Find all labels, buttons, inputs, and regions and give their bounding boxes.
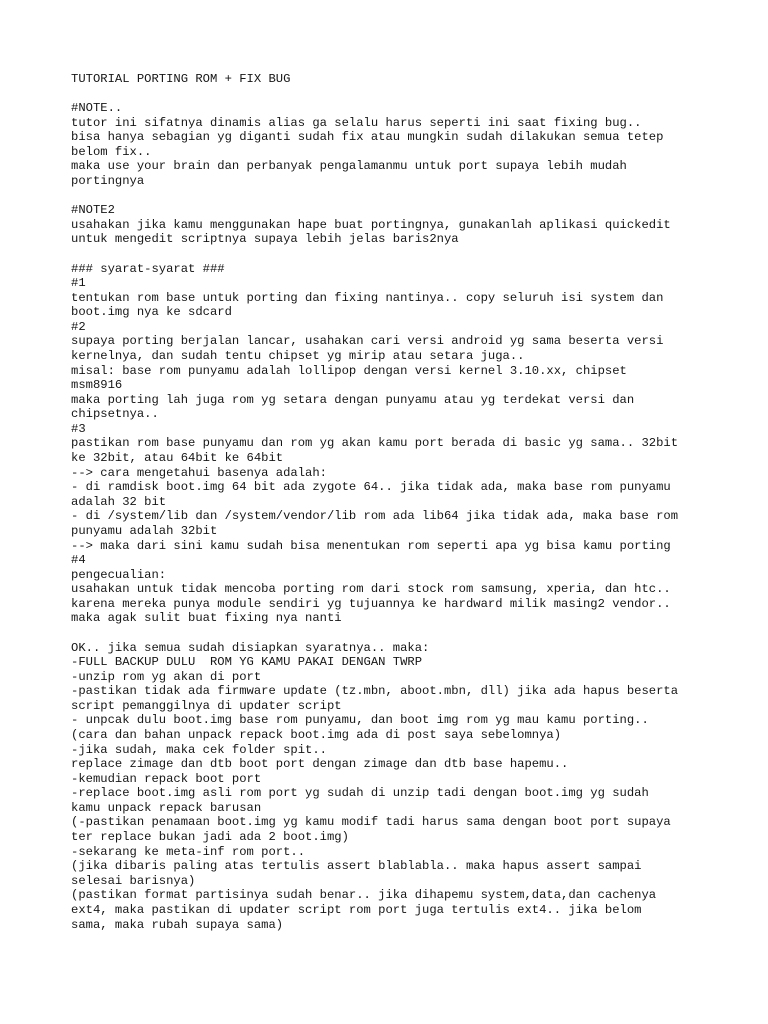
text-line: #NOTE..: [71, 101, 123, 116]
text-line: bisa hanya sebagian yg diganti sudah fix atau mungkin sudah dilakukan semua tetep: [71, 130, 664, 145]
text-line: maka agak sulit buat fixing nya nanti: [71, 611, 342, 626]
text-line: script pemanggilnya di updater script: [71, 698, 342, 713]
text-line: ke 32bit, atau 64bit ke 64bit: [71, 451, 284, 466]
text-line: TUTORIAL PORTING ROM + FIX BUG: [71, 72, 291, 86]
text-line: portingnya: [71, 174, 145, 189]
text-line: pastikan rom base punyamu dan rom yg akan kamu port berada di basic yg sama.. 32bit: [71, 436, 679, 451]
text-line: misal: base rom punyamu adalah lollipop dengan versi kernel 3.10.xx, chipset: [71, 363, 627, 378]
text-line: -sekarang ke meta-inf rom port..: [71, 844, 306, 859]
text-line: -jika sudah, maka cek folder spit..: [71, 742, 327, 757]
text-line: - unpcak dulu boot.img base rom punyamu, dan boot img rom yg mau kamu porting..: [71, 713, 649, 728]
text-line: belom fix..: [71, 144, 152, 159]
text-line: (-pastikan penamaan boot.img yg kamu modif tadi harus sama dengan boot port supaya: [71, 815, 671, 830]
text-line: ### syarat-syarat ###: [71, 261, 225, 276]
text-line: -FULL BACKUP DULU ROM YG KAMU PAKAI DENGAN TWRP: [71, 655, 423, 670]
text-line: sama, maka rubah supaya sama): [71, 917, 284, 932]
text-line: supaya porting berjalan lancar, usahakan cari versi android yg sama beserta versi: [71, 334, 664, 349]
text-line: ext4, maka pastikan di updater script rom port juga tertulis ext4.. jika belom: [71, 902, 642, 917]
text-line: punyamu adalah 32bit: [71, 523, 218, 538]
text-line: pengecualian:: [71, 567, 167, 582]
text-line: - di /system/lib dan /system/vendor/lib rom ada lib64 jika tidak ada, maka base rom: [71, 509, 679, 524]
text-line: --> maka dari sini kamu sudah bisa menentukan rom seperti apa yg bisa kamu porting: [71, 538, 671, 553]
text-line: untuk mengedit scriptnya supaya lebih jelas baris2nya: [71, 232, 459, 247]
text-line: #2: [71, 319, 86, 334]
blank-line: [71, 626, 761, 641]
text-line: - di ramdisk boot.img 64 bit ada zygote 64.. jika tidak ada, maka base rom punyamu: [71, 480, 671, 495]
text-line: #NOTE2: [71, 203, 115, 218]
text-line: (pastikan format partisinya sudah benar.. jika dihapemu system,data,dan cachenya: [71, 888, 657, 903]
text-line: selesai barisnya): [71, 873, 196, 888]
blank-line: [71, 247, 761, 262]
text-line: tentukan rom base untuk porting dan fixing nantinya.. copy seluruh isi system dan: [71, 290, 664, 305]
text-line: usahakan untuk tidak mencoba porting rom dari stock rom samsung, xperia, dan htc..: [71, 582, 671, 597]
text-line: ter replace bukan jadi ada 2 boot.img): [71, 830, 349, 845]
text-line: -unzip rom yg akan di port: [71, 669, 262, 684]
text-line: -replace boot.img asli rom port yg sudah di unzip tadi dengan boot.img yg sudah: [71, 786, 649, 801]
text-line: -kemudian repack boot port: [71, 771, 262, 786]
text-line: --> cara mengetahui basenya adalah:: [71, 465, 327, 480]
text-line: #1: [71, 276, 86, 291]
text-line: OK.. jika semua sudah disiapkan syaratnya.. maka:: [71, 640, 430, 655]
text-line: replace zimage dan dtb boot port dengan zimage dan dtb base hapemu..: [71, 757, 569, 772]
text-line: maka porting lah juga rom yg setara dengan punyamu atau yg terdekat versi dan: [71, 392, 635, 407]
text-line: -pastikan tidak ada firmware update (tz.mbn, aboot.mbn, dll) jika ada hapus beserta: [71, 684, 679, 699]
text-line: boot.img nya ke sdcard: [71, 305, 232, 320]
text-line: #3: [71, 421, 86, 436]
text-line: tutor ini sifatnya dinamis alias ga selalu harus seperti ini saat fixing bug..: [71, 115, 642, 130]
document-text: [71, 72, 761, 932]
text-line: #4: [71, 553, 86, 568]
text-line: adalah 32 bit: [71, 494, 167, 509]
text-line: karena mereka punya module sendiri yg tujuannya ke hardward milik masing2 vendor..: [71, 596, 671, 611]
blank-line: [71, 87, 761, 102]
text-line: (cara dan bahan unpack repack boot.img ada di post saya sebelomnya): [71, 728, 562, 743]
text-line: maka use your brain dan perbanyak pengalamanmu untuk port supaya lebih mudah: [71, 159, 627, 174]
blank-line: [71, 189, 761, 204]
text-line: usahakan jika kamu menggunakan hape buat portingnya, gunakanlah aplikasi quickedit: [71, 217, 671, 232]
text-line: msm8916: [71, 378, 123, 393]
text-line: chipsetnya..: [71, 407, 159, 422]
text-line: kernelnya, dan sudah tentu chipset yg mirip atau setara juga..: [71, 348, 525, 363]
text-line: (jika dibaris paling atas tertulis assert blablabla.. maka hapus assert sampai: [71, 859, 642, 874]
text-line: kamu unpack repack barusan: [71, 800, 262, 815]
